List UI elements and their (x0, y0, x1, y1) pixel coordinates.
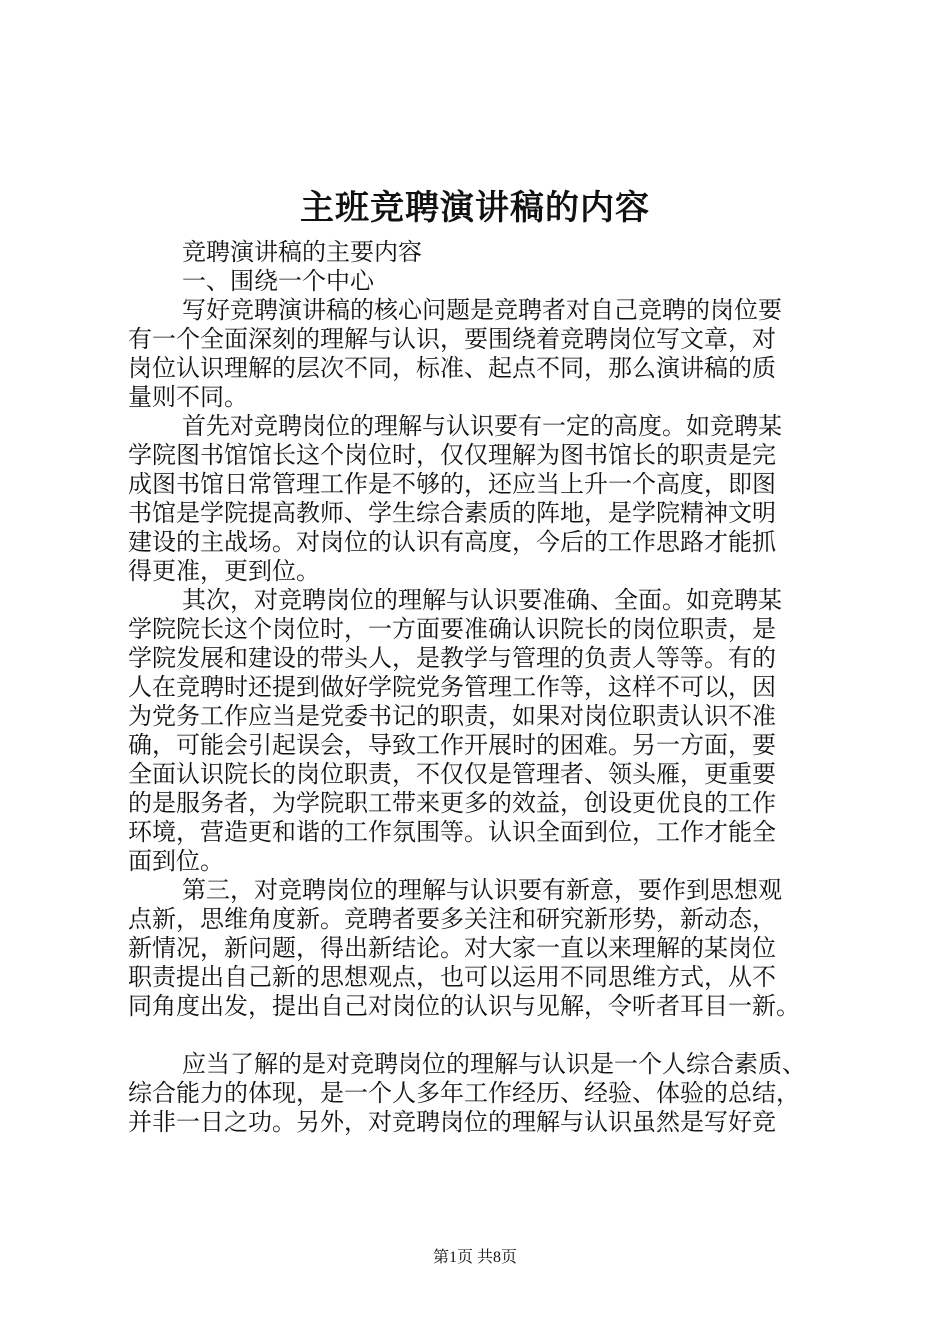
document-title: 主班竞聘演讲稿的内容 (300, 188, 650, 228)
text-line: 竞聘演讲稿的主要内容 (182, 238, 422, 266)
text-line: 同角度出发，提出自己对岗位的认识与见解，令听者耳目一新。 (128, 992, 800, 1020)
text-line: 首先对竞聘岗位的理解与认识要有一定的高度。如竞聘某 (182, 412, 782, 440)
text-line: 的是服务者，为学院职工带来更多的效益，创设更优良的工作 (128, 789, 776, 817)
text-line: 书馆是学院提高教师、学生综合素质的阵地，是学院精神文明 (128, 499, 776, 527)
text-line: 确，可能会引起误会，导致工作开展时的困难。另一方面，要 (128, 731, 776, 759)
text-line: 综合能力的体现，是一个人多年工作经历、经验、体验的总结， (128, 1079, 800, 1107)
text-line: 学院图书馆馆长这个岗位时，仅仅理解为图书馆长的职责是完 (128, 441, 776, 469)
text-line: 量则不同。 (128, 383, 248, 411)
text-line: 全面认识院长的岗位职责，不仅仅是管理者、领头雁，更重要 (128, 760, 776, 788)
text-line: 一、围绕一个中心 (182, 267, 374, 295)
text-line: 建设的主战场。对岗位的认识有高度，今后的工作思路才能抓 (128, 528, 776, 556)
text-line: 为党务工作应当是党委书记的职责，如果对岗位职责认识不准 (128, 702, 776, 730)
text-line: 点新，思维角度新。竞聘者要多关注和研究新形势，新动态， (128, 905, 776, 933)
text-line: 职责提出自己新的思想观点，也可以运用不同思维方式，从不 (128, 963, 776, 991)
text-line: 有一个全面深刻的理解与认识，要围绕着竞聘岗位写文章，对 (128, 325, 776, 353)
text-line: 环境，营造更和谐的工作氛围等。认识全面到位，工作才能全 (128, 818, 776, 846)
text-line: 写好竞聘演讲稿的核心问题是竞聘者对自己竞聘的岗位要 (182, 296, 782, 324)
text-line: 成图书馆日常管理工作是不够的，还应当上升一个高度，即图 (128, 470, 776, 498)
text-line: 新情况，新问题，得出新结论。对大家一直以来理解的某岗位 (128, 934, 776, 962)
text-line: 学院院长这个岗位时，一方面要准确认识院长的岗位职责，是 (128, 615, 776, 643)
text-line: 面到位。 (128, 847, 224, 875)
page-footer: 第1页 共8页 (432, 1249, 517, 1266)
text-line: 并非一日之功。另外，对竞聘岗位的理解与认识虽然是写好竞 (128, 1108, 776, 1136)
text-line: 应当了解的是对竞聘岗位的理解与认识是一个人综合素质、 (182, 1050, 806, 1078)
document-body (128, 238, 843, 1137)
text-line: 岗位认识理解的层次不同，标准、起点不同，那么演讲稿的质 (128, 354, 776, 382)
text-line: 其次，对竞聘岗位的理解与认识要准确、全面。如竞聘某 (182, 586, 782, 614)
text-line: 第三，对竞聘岗位的理解与认识要有新意，要作到思想观 (182, 876, 782, 904)
text-line: 得更准，更到位。 (128, 557, 320, 585)
blank-line (128, 1021, 843, 1050)
text-line: 人在竞聘时还提到做好学院党务管理工作等，这样不可以，因 (128, 673, 776, 701)
text-line: 学院发展和建设的带头人，是教学与管理的负责人等等。有的 (128, 644, 776, 672)
